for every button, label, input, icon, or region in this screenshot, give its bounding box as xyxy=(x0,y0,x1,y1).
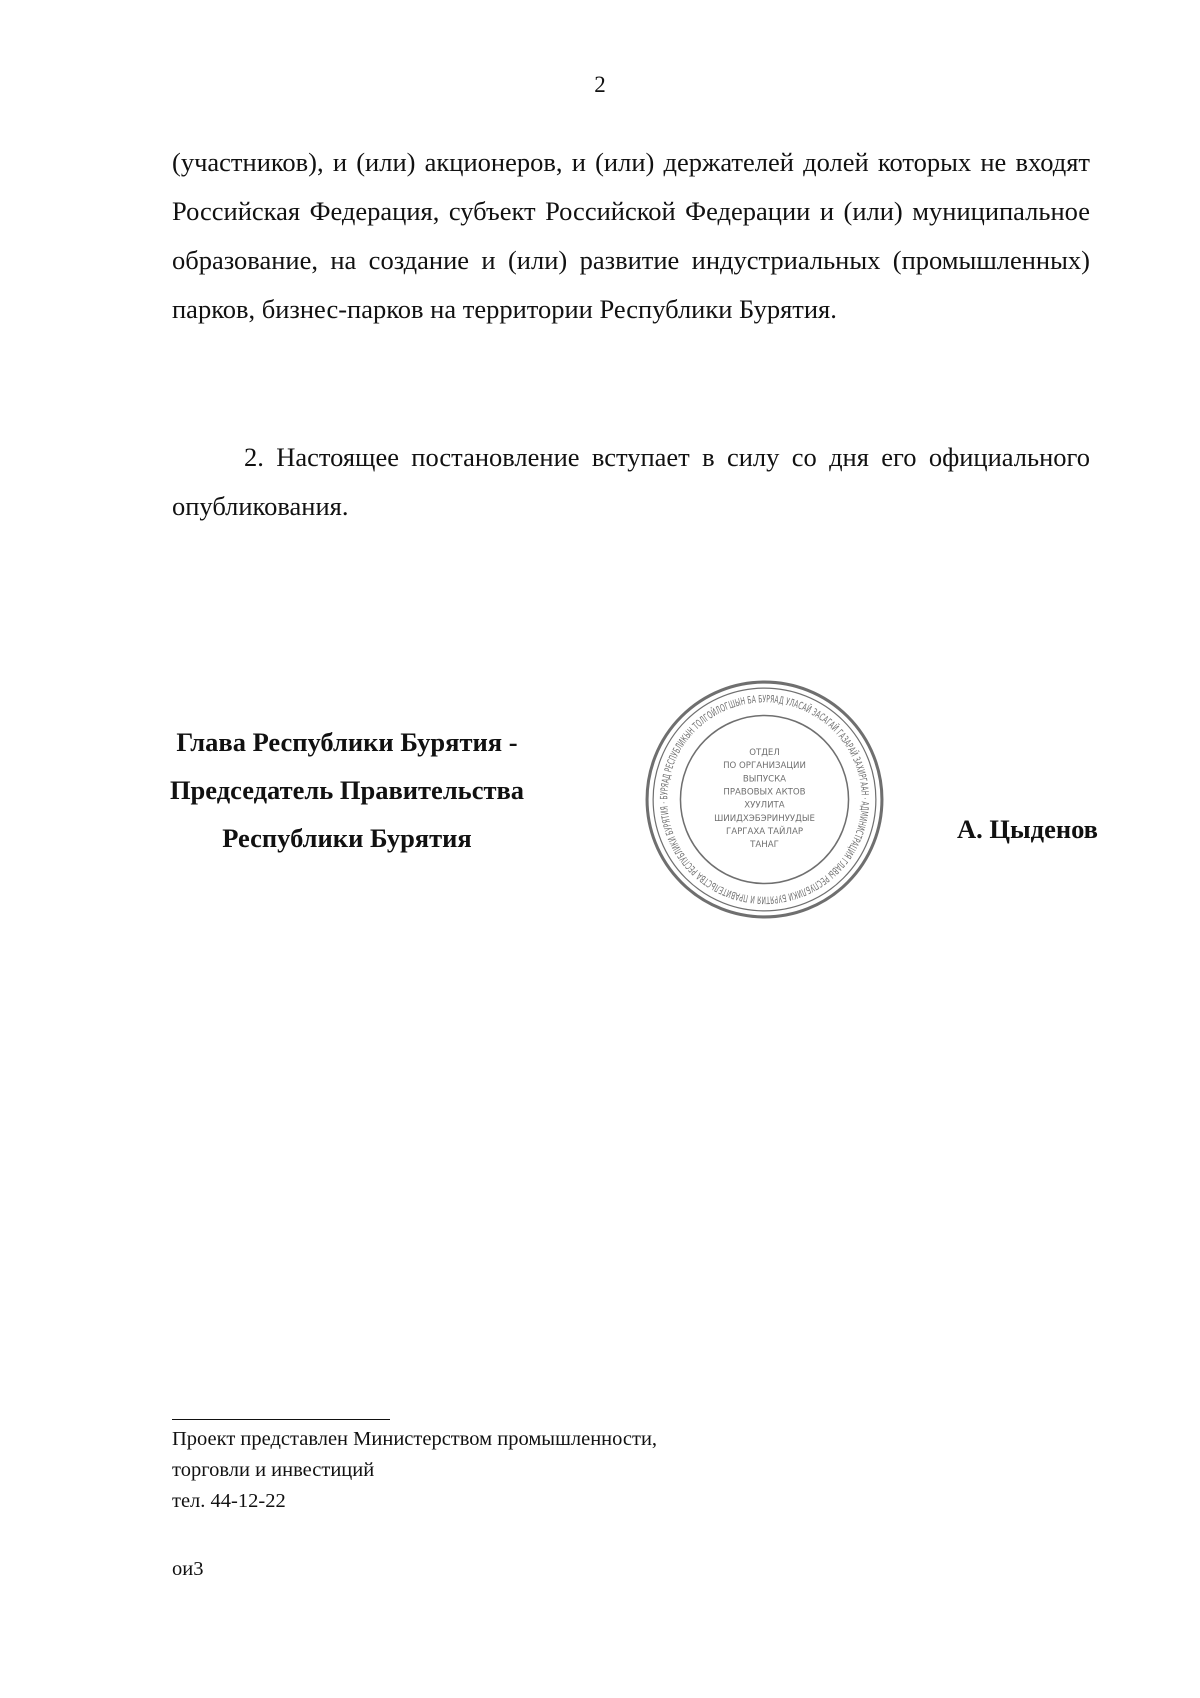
stamp-inner-text: ПРАВОВЫХ АКТОВ xyxy=(723,787,806,798)
paragraph-continuation: (участников), и (или) акционеров, и (или) держателей долей которых не входят Российская Федерация, субъект Российской Федерации и (или) муниципальное образование, на создание и (или) развитие индустриальных (промышленных) парков, бизнес-парков на территории Республики Бурятия. xyxy=(172,147,1090,324)
footnote-line: торговли и инвестиций xyxy=(172,1459,375,1481)
stamp-outer-text xyxy=(659,694,869,904)
stamp-inner-text: ХУУЛИТА xyxy=(744,800,785,811)
stamp-inner-ring xyxy=(680,715,848,883)
stamp-inner-text: ТАНАГ xyxy=(750,840,779,851)
stamp-outer-ring xyxy=(647,682,882,917)
signatory-title-line: Глава Республики Бурятия - xyxy=(176,727,518,757)
stamp-inner-text: ПО ОРГАНИЗАЦИИ xyxy=(723,761,806,772)
stamp-inner-text: ШИИДХЭБЭРИНУУДЫЕ xyxy=(714,813,815,824)
stamp-inner-text: ВЫПУСКА xyxy=(742,774,787,785)
stamp-inner-text: ГАРГАХА ТАЙЛАР xyxy=(726,826,803,837)
stamp-inner-text: ОТДЕЛ xyxy=(749,747,780,758)
footnote-line: Проект представлен Министерством промышленности, xyxy=(172,1428,658,1450)
stamp-outer-text-path: БУРЯАД РЕСПУБЛИКЫН ТОЛГОЙЛОГШЫН БА БУРЯАД УЛАСАЙ ЗАСАГАЙ ГАЗАРАЙ ЗАХИРГААН · АДМИНИСТРАЦИЯ ГЛАВЫ РЕСПУБЛИКИ БУРЯТИЯ И ПРАВИТЕЛЬСТВА РЕСПУБЛИКИ БУРЯТИЯ · xyxy=(659,694,870,905)
footnote-line: тел. 44-12-22 xyxy=(172,1490,286,1512)
footnote xyxy=(172,1424,657,1517)
official-stamp xyxy=(643,678,886,921)
page-number: 2 xyxy=(594,72,606,97)
signatory-title xyxy=(152,718,542,862)
signatory-name: А. Цыденов xyxy=(956,814,1098,844)
paragraph-effective-date: 2. Настоящее постановление вступает в силу со дня его официального опубликования. xyxy=(172,442,1090,521)
stamp-ring xyxy=(653,688,876,911)
signatory-title-line: Республики Бурятия xyxy=(222,823,472,853)
document-code: ои3 xyxy=(172,1558,204,1580)
footnote-divider xyxy=(172,1419,390,1420)
signatory-title-line: Председатель Правительства xyxy=(169,775,525,805)
